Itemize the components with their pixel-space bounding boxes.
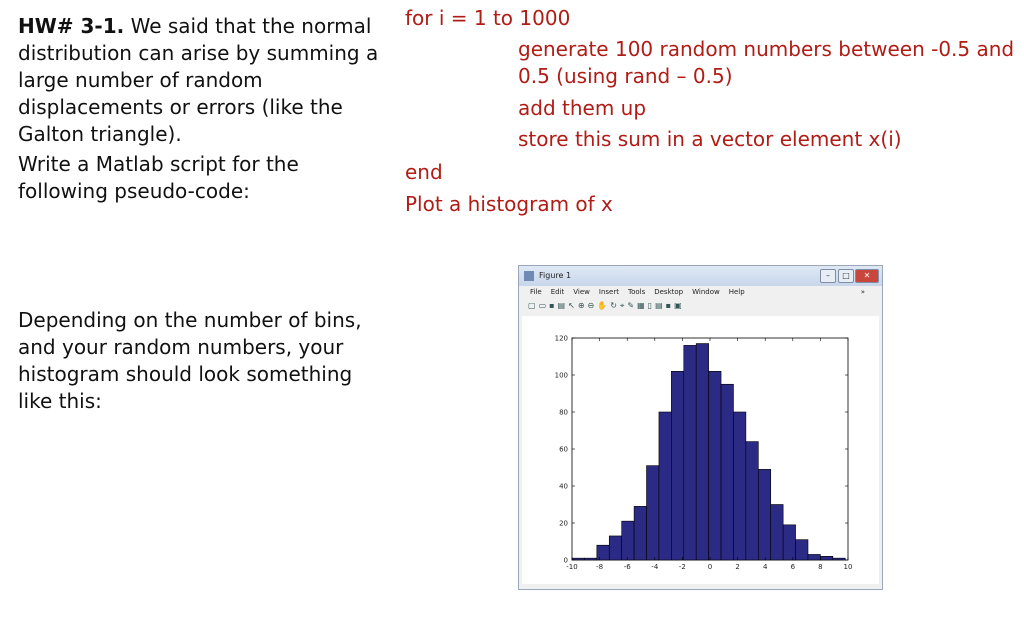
- menu-edit[interactable]: Edit: [550, 288, 565, 296]
- followup-text: Depending on the number of bins, and your random numbers, your histogram should look something like this:: [18, 308, 362, 413]
- menu-help[interactable]: Help: [728, 288, 745, 296]
- histogram-bar: [758, 469, 770, 560]
- histogram-bar: [721, 384, 733, 560]
- print-icon[interactable]: ▤: [557, 301, 568, 310]
- histogram-bar: [659, 412, 671, 560]
- matlab-figure-icon: [524, 271, 534, 281]
- x-tick-label: 6: [790, 563, 796, 571]
- menu-window[interactable]: Window: [692, 288, 720, 296]
- y-tick-label: 80: [559, 408, 568, 417]
- menu-file[interactable]: File: [530, 288, 542, 296]
- histogram-bar: [609, 536, 621, 560]
- histogram-bar: [671, 371, 683, 560]
- histogram-chart: [522, 316, 879, 584]
- histogram-bar: [696, 344, 708, 560]
- menu-overflow-icon[interactable]: »: [860, 288, 865, 296]
- y-tick-label: 20: [559, 519, 568, 528]
- histogram-bar: [733, 412, 745, 560]
- y-tick-label: 60: [559, 445, 568, 454]
- histogram-bar: [796, 540, 808, 560]
- histogram-bar: [647, 466, 659, 560]
- histogram-bar: [634, 506, 646, 560]
- pointer-icon[interactable]: ↖: [568, 301, 577, 310]
- x-tick-label: -6: [623, 563, 631, 571]
- histogram-bar: [771, 505, 783, 561]
- figure-toolbar: [519, 299, 882, 313]
- histogram-bar: [808, 554, 820, 560]
- histogram-bar: [820, 556, 832, 560]
- open-icon[interactable]: ▭: [538, 301, 549, 310]
- hw-label: HW# 3-1.: [18, 14, 125, 38]
- close-icon[interactable]: ✕: [855, 269, 879, 283]
- menu-insert[interactable]: Insert: [598, 288, 619, 296]
- histogram-bar: [746, 442, 758, 560]
- x-tick-label: 2: [735, 563, 740, 571]
- minimize-icon[interactable]: –: [820, 269, 836, 283]
- histogram-bar: [597, 545, 609, 560]
- new-icon[interactable]: ▢: [528, 301, 538, 310]
- save-icon[interactable]: ▪: [549, 301, 557, 310]
- zoom-in-icon[interactable]: ⊕: [577, 301, 587, 310]
- legend-icon[interactable]: ▤: [655, 301, 665, 310]
- zoom-out-icon[interactable]: ⊖: [587, 301, 597, 310]
- figure-title-bar[interactable]: [519, 266, 882, 286]
- x-tick-label: -10: [566, 563, 578, 571]
- code-store-line: store this sum in a vector element x(i): [518, 127, 902, 151]
- y-tick-label: 0: [563, 556, 568, 565]
- histogram-bar: [684, 345, 696, 560]
- menu-tools[interactable]: Tools: [627, 288, 646, 296]
- histogram-bar: [833, 558, 845, 560]
- histogram-bar: [709, 371, 721, 560]
- maximize-icon[interactable]: □: [838, 269, 854, 283]
- histogram-bar: [783, 525, 795, 560]
- histogram-bar: [584, 558, 596, 560]
- y-tick-label: 120: [554, 334, 568, 343]
- data-cursor-icon[interactable]: ⌖: [619, 301, 627, 310]
- code-end-line: end: [405, 160, 443, 184]
- x-tick-label: 8: [818, 563, 823, 571]
- code-add-line: add them up: [518, 96, 647, 120]
- menu-view[interactable]: View: [573, 288, 590, 296]
- intro-text: We said that the normal distribution can arise by summing a large number of random displacements or errors (like the Galton triangle).: [18, 14, 379, 146]
- brush-icon[interactable]: ✎: [627, 301, 637, 310]
- x-tick-label: 4: [762, 563, 768, 571]
- code-plot-line: Plot a histogram of x: [405, 192, 613, 216]
- y-tick-label: 100: [554, 371, 568, 380]
- figure-menu-bar: [519, 286, 882, 299]
- show-tools-icon[interactable]: ▣: [674, 301, 684, 310]
- y-tick-label: 40: [559, 482, 568, 491]
- figure-title: Figure 1: [539, 271, 572, 280]
- pan-icon[interactable]: ✋: [597, 301, 610, 310]
- x-tick-label: 0: [707, 563, 713, 571]
- x-tick-label: 10: [843, 563, 853, 571]
- matlab-figure-window: [518, 265, 883, 590]
- hide-tools-icon[interactable]: ▪: [665, 301, 674, 310]
- rotate-icon[interactable]: ↻: [610, 301, 619, 310]
- instruction-text: Write a Matlab script for the following pseudo-code:: [18, 152, 299, 203]
- histogram-bar: [622, 521, 634, 560]
- x-tick-label: -4: [651, 563, 659, 571]
- code-for-line: for i = 1 to 1000: [405, 6, 571, 30]
- menu-desktop[interactable]: Desktop: [654, 288, 684, 296]
- x-tick-label: -2: [678, 563, 686, 571]
- link-icon[interactable]: ▦: [637, 301, 647, 310]
- code-generate-line: generate 100 random numbers between -0.5 and 0.5 (using rand – 0.5): [518, 37, 1015, 88]
- figure-canvas: [522, 316, 879, 584]
- problem-intro: [18, 13, 388, 148]
- x-tick-label: -8: [596, 563, 604, 571]
- colorbar-icon[interactable]: ▯: [647, 301, 655, 310]
